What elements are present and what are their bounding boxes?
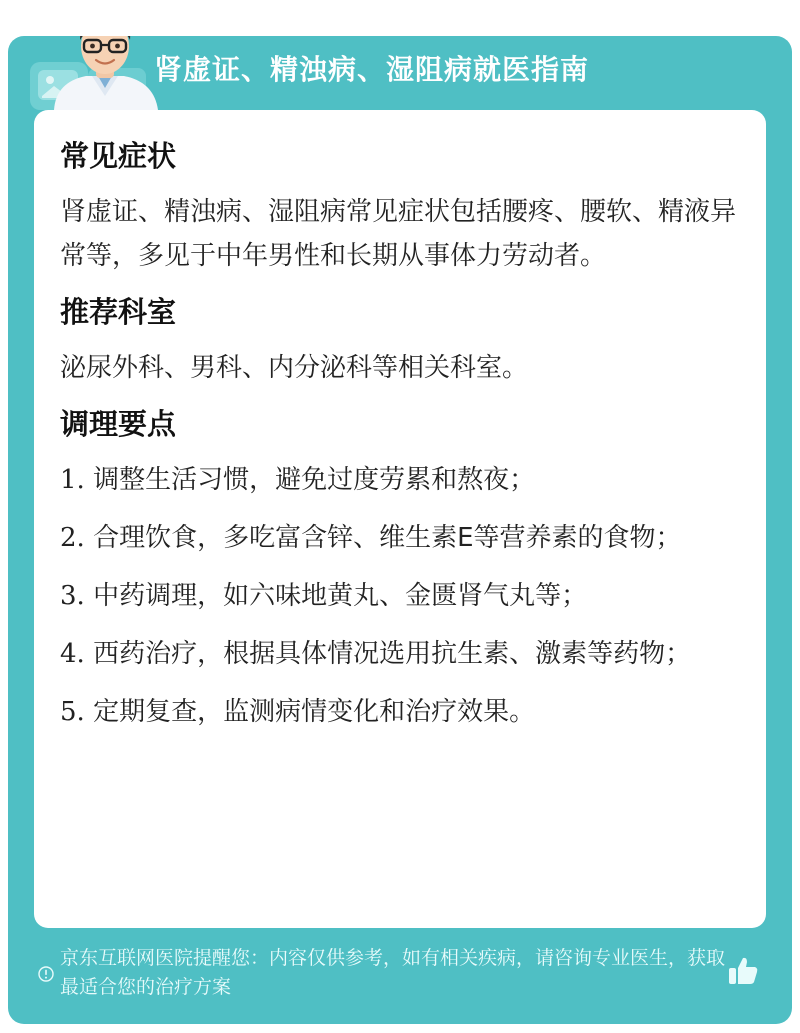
disclaimer-notice: 京东互联网医院提醒您：内容仅供参考，如有相关疾病，请咨询专业医生，获取最适合您的治疗方案: [60, 947, 726, 998]
care-item-3: [60, 574, 742, 618]
section-title-care: 调理要点: [60, 407, 177, 441]
care-item-text: 定期复查，监测病情变化和治疗效果。: [93, 697, 536, 727]
symptoms-text: 肾虚证、精浊病、湿阻病常见症状包括腰疼、腰软、精液异常等，多见于中年男性和长期从事体力劳动者。: [60, 197, 737, 271]
care-item-text: 中药调理，如六味地黄丸、金匮肾气丸等；: [93, 581, 588, 611]
care-item-text: 西药治疗，根据具体情况选用抗生素、激素等药物；: [93, 639, 692, 669]
care-item-text: 合理饮食，多吃富含锌、维生素E等营养素的食物；: [93, 523, 682, 553]
doctor-avatar: [46, 36, 164, 110]
care-item-2: [60, 516, 742, 560]
care-item-number: 2.: [60, 523, 85, 553]
care-item-4: [60, 632, 742, 676]
page-title: 肾虚证、精浊病、湿阻病就医指南: [154, 53, 590, 86]
thumbs-up-icon[interactable]: [726, 954, 760, 988]
care-item-5: [60, 690, 742, 734]
guide-card: [8, 36, 792, 1024]
info-icon: [38, 966, 54, 982]
section-title-symptoms: 常见症状: [60, 139, 177, 173]
care-item-number: 3.: [60, 581, 85, 611]
care-item-text: 调整生活习惯，避免过度劳累和熬夜；: [93, 465, 536, 495]
content-panel: [34, 110, 766, 928]
care-item-number: 1.: [60, 465, 85, 495]
care-item-number: 4.: [60, 639, 85, 669]
care-item-1: [60, 458, 742, 502]
departments-text: 泌尿外科、男科、内分泌科等相关科室。: [60, 353, 529, 383]
care-item-number: 5.: [60, 697, 85, 727]
section-title-departments: 推荐科室: [60, 295, 177, 329]
